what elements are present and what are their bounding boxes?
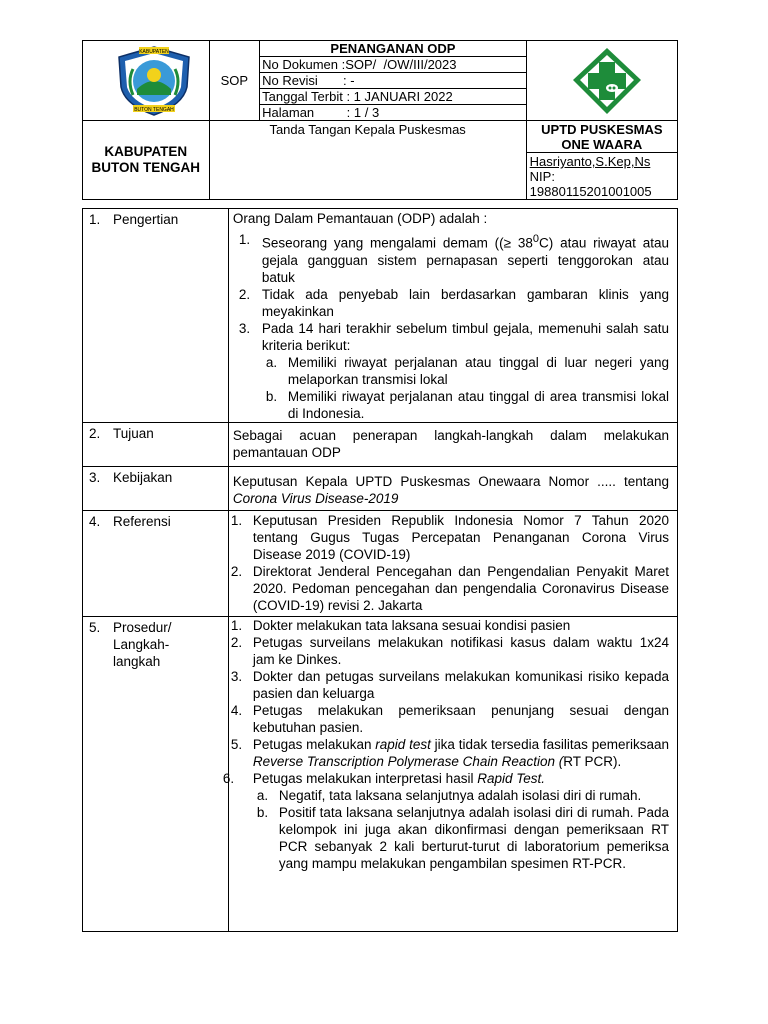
section-label: Prosedur/ [113,619,172,635]
doc-info-cell [260,41,527,121]
pengertian-list [233,231,669,422]
list-item: 6. Petugas melakukan interpretasi hasil Rapid Test. a. Negatif, tata laksana selanjutnya adalah isolasi diri di rumah. b. Positif tata laksana selanjutnya adalah isolasi diri di rumah. Pada kelompok ini juga akan dikonfirmasi dengan pemeriksaan RT PCR sebanyak 2 kali berturut-turut di laboratorium pemeriksa yang mampu melakukan pengambilan spesimen RT-PCR. [222,770,669,871]
list-item: 2. Petugas surveilans melakukan notifikasi kasus dalam waktu 1x24 jam ke Dinkes. [230,634,669,667]
row-pengertian [83,209,678,423]
sop-label: SOP [209,41,260,121]
list-item: 3. Pada 14 hari terakhir sebelum timbul gejala, memenuhi salah satu kriteria berikut: a. Memiliki riwayat perjalanan atau tinggal di luar negeri yang melaporkan transmisi lokal b. Memiliki riwayat perjalanan atau tinggal di area transmisi lokal di Indonesia. [238,320,669,421]
header-table [82,40,678,200]
row-prosedur [83,616,678,931]
section-number: 4. [89,513,101,529]
tanda-tangan: Tanda Tangan Kepala Puskesmas [209,121,526,200]
halaman: Halaman : 1 / 3 [262,105,380,120]
list-item: 4. Petugas melakukan pemeriksaan penunjang sesuai dengan kebutuhan pasien. [230,702,669,735]
label-cell [83,510,229,616]
section-label-line2: Langkah- [113,636,170,652]
kabupaten-line1: KABUPATEN [104,144,188,159]
content-cell [228,209,677,423]
list-item: b. Positif tata laksana selanjutnya adalah isolasi diri di rumah. Pada kelompok ini juga akan dikonfirmasi dengan pemeriksaan RT PCR sebanyak 2 kali berturut-turut di laboratorium pemeriksa yang mampu melakukan pengambilan spesimen RT-PCR. [256,804,669,871]
row-referensi [83,510,678,616]
tujuan-text: Sebagai acuan penerapan langkah-langkah dalam melakukan pemantauan ODP [228,422,677,466]
puskesmas-logo-cell [526,41,677,121]
logo-banner-bottom: BUTON TENGAH [134,107,174,113]
uptd-line1: UPTD PUSKESMAS [541,122,663,137]
row-kebijakan [83,466,678,510]
sop-content-table [82,208,678,932]
list-item: 3. Dokter dan petugas surveilans melakukan komunikasi risiko kepada pasien dan keluarga [230,668,669,701]
list-item: 2. Tidak ada penyebab lain berdasarkan gambaran klinis yang meyakinkan [238,286,669,319]
list-item: 1. Dokter melakukan tata laksana sesuai kondisi pasien [230,617,571,633]
nip-value: 19880115201001005 [529,184,652,199]
referensi-list [229,512,669,614]
pengertian-intro: Orang Dalam Pemantauan (ODP) adalah : [232,211,488,226]
section-number: 3. [89,469,101,485]
list-item: 1. Seseorang yang mengalami demam ((≥ $38^0C$) atau riwayat atau gejala gangguan sistem pernapasan seperti tenggorokan atau batuk [238,232,669,285]
kepala-nama: Hasriyanto,S.Kep,Ns [529,154,651,169]
prosedur-sublist [253,787,669,872]
kabupaten-logo-cell [83,41,210,121]
section-label: Pengertian [113,212,179,227]
kabupaten-logo [109,43,199,119]
label-cell [83,616,229,931]
section-number: 1. [89,212,101,227]
puskesmas-logo [571,46,643,116]
label-cell [83,209,229,423]
uptd-line2: ONE WAARA [561,137,643,152]
no-revisi: No Revisi : - [260,73,526,89]
section-number: 2. [89,425,101,441]
logo-banner-top: KABUPATEN [139,49,169,55]
list-item: b. Memiliki riwayat perjalanan atau tinggal di area transmisi lokal di Indonesia. [265,388,669,421]
list-item: 2. Direktorat Jenderal Pencegahan dan Pengendalian Penyakit Maret 2020. Pedoman pencegahan dan pengendalia Coronavirus Disease (COVID-19) revisi 2. Jakarta [230,563,669,613]
no-dokumen: No Dokumen :SOP/ /OW/III/2023 [260,57,526,73]
list-item: 5. Petugas melakukan rapid test jika tidak tersedia fasilitas pemeriksaan Reverse Transcription Polymerase Chain Reaction (RT PCR). [230,736,670,769]
prosedur-list [222,617,670,872]
content-cell [228,510,677,616]
section-label: Referensi [113,513,171,529]
list-item: a. Negatif, tata laksana selanjutnya adalah isolasi diri di rumah. [256,787,642,803]
kabupaten-line2: BUTON TENGAH [91,160,201,175]
section-label-line3: langkah [113,653,161,669]
content-cell [222,616,677,931]
nip-label: NIP: [529,169,555,184]
uptd-title [527,121,677,153]
doc-title: PENANGANAN ODP [260,41,526,57]
label-cell [83,422,229,466]
list-item: a. Memiliki riwayat perjalanan atau tinggal di luar negeri yang melaporkan transmisi lokal [265,354,669,387]
section-label: Kebijakan [113,469,173,485]
kabupaten-cell [83,121,210,200]
pengertian-sublist [262,354,669,422]
list-item: 1. Keputusan Presiden Republik Indonesia Nomor 7 Tahun 2020 tentang Gugus Tugas Percepatan Penanganan Corona Virus Disease 2019 (COVID-19) [230,512,669,562]
uptd-cell [526,121,677,200]
section-label: Tujuan [113,425,154,441]
row-tujuan [83,422,678,466]
label-cell [83,466,229,510]
section-number: 5. [89,619,101,635]
kebijakan-text: Keputusan Kepala UPTD Puskesmas Onewaara Nomor ..... tentang Corona Virus Disease-2019 [228,466,677,510]
tanggal-terbit: Tanggal Terbit : 1 JANUARI 2022 [260,89,526,105]
